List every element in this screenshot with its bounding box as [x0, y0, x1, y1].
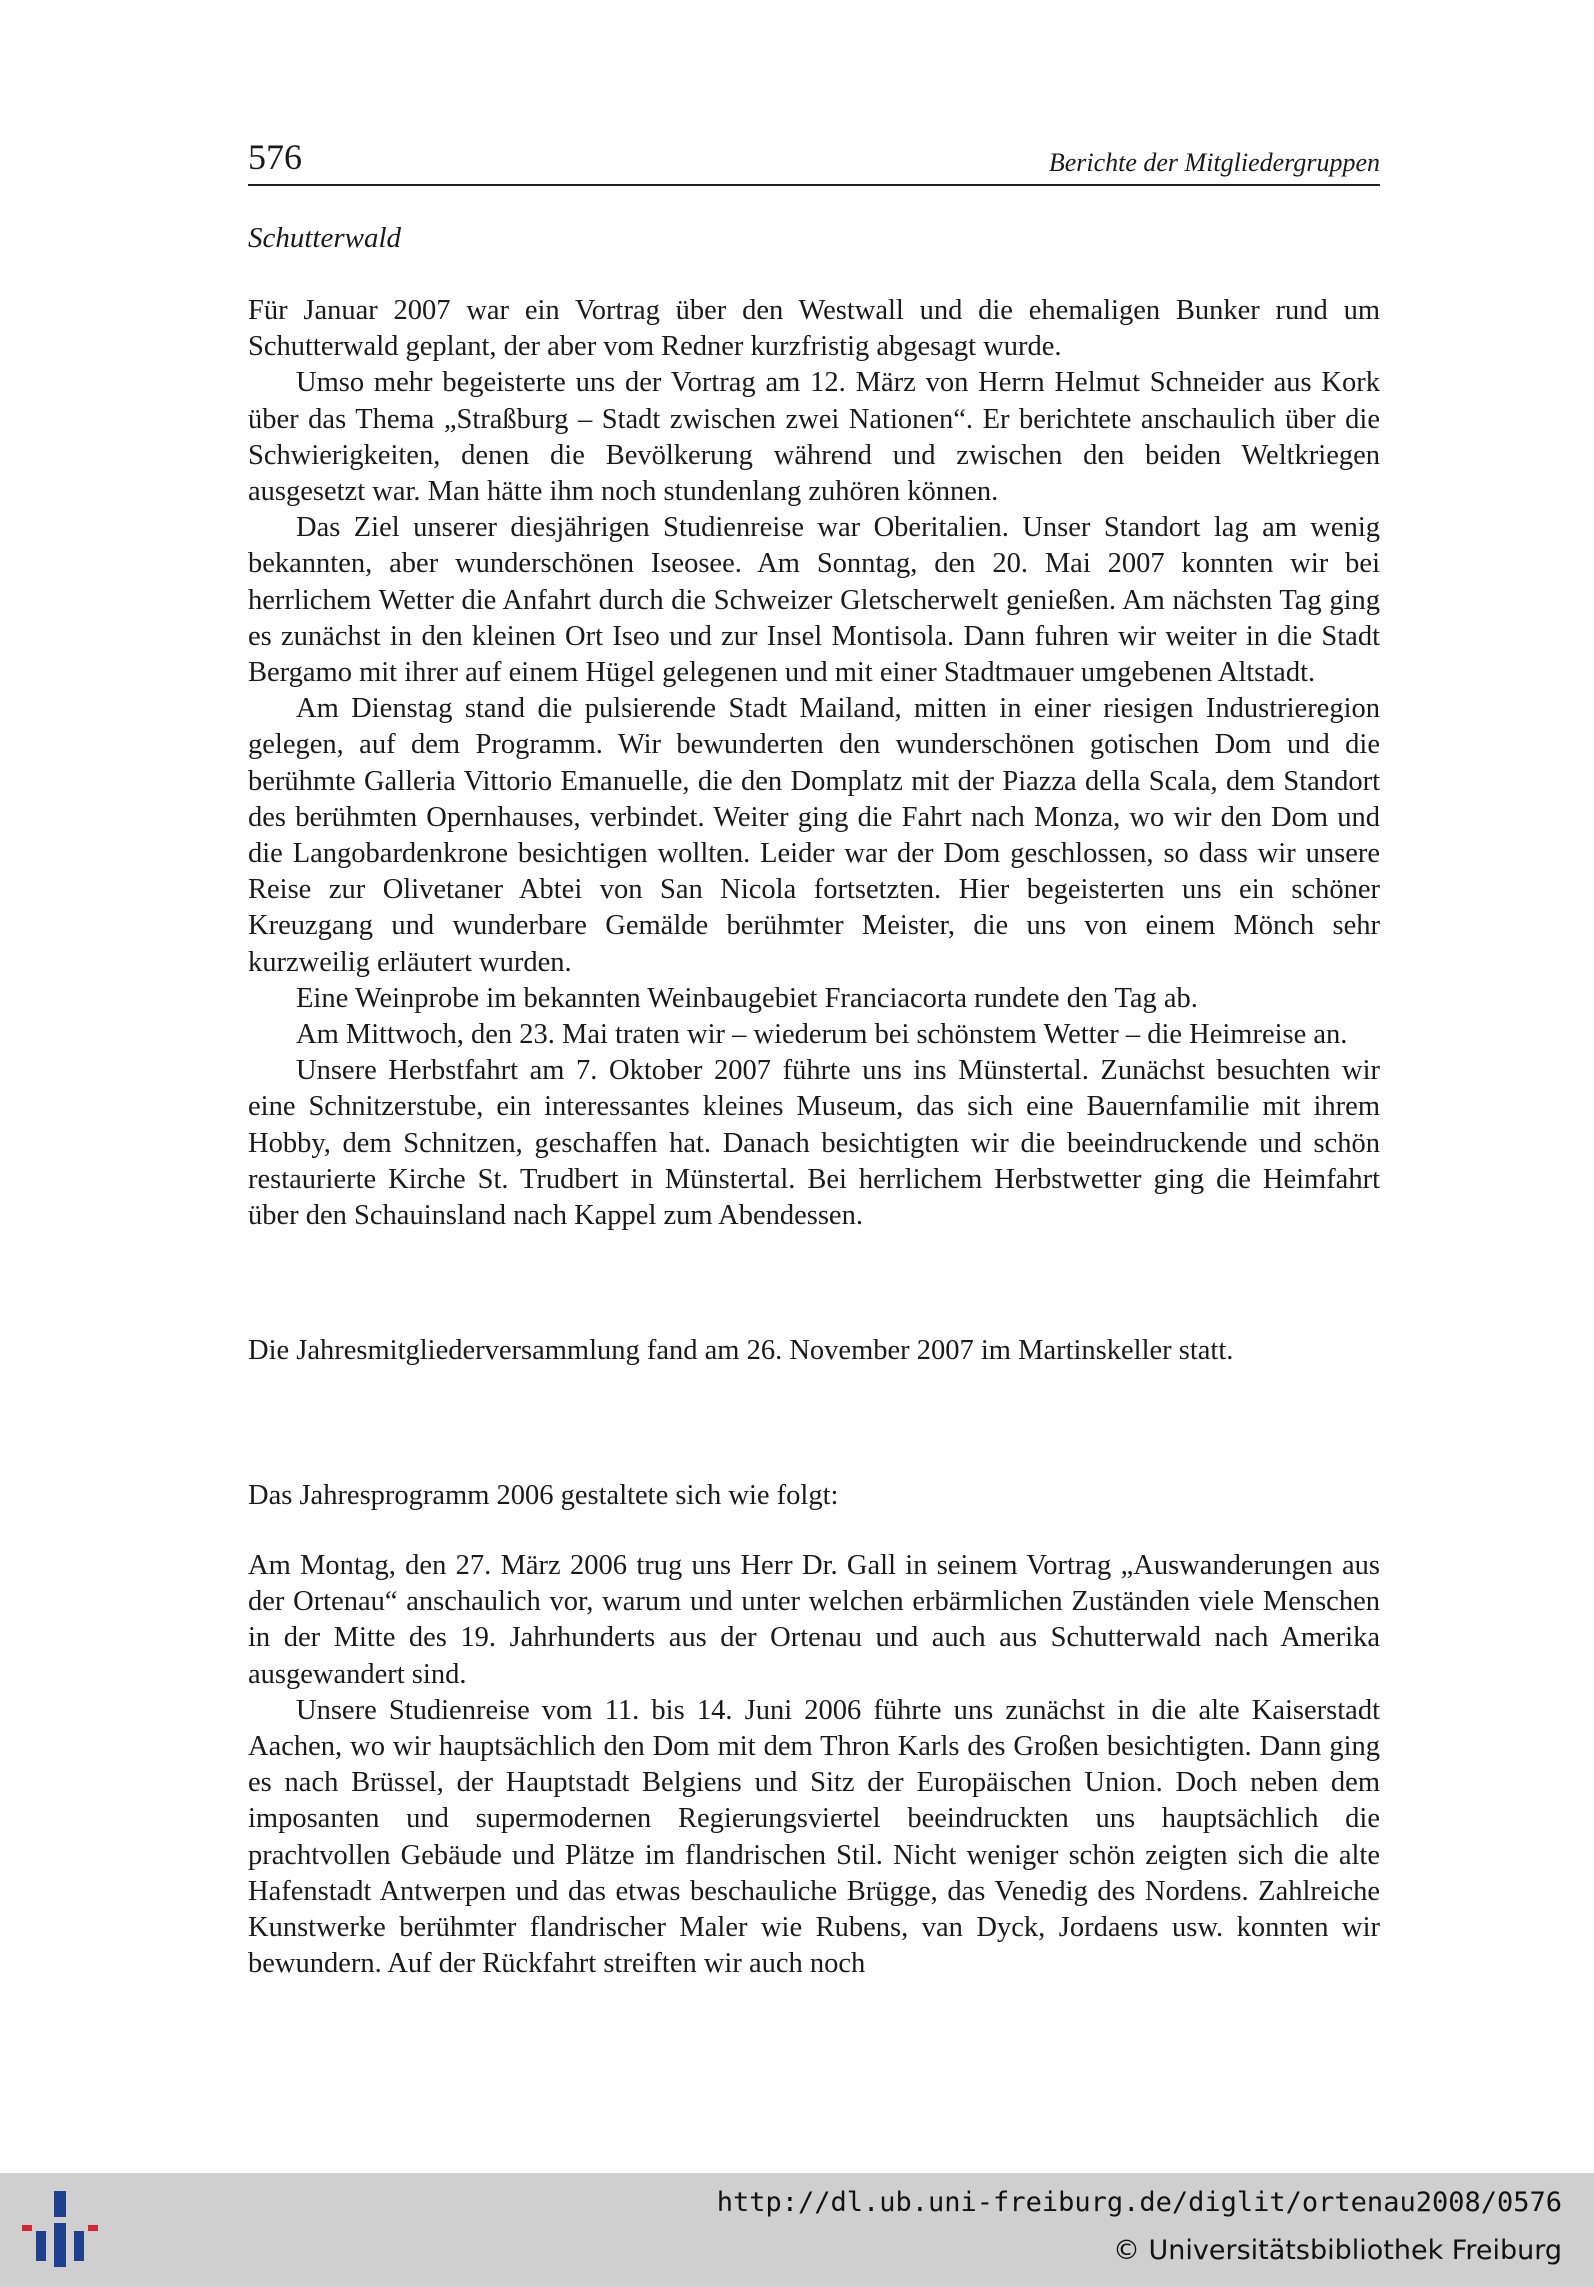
paragraph: Die Jahresmitgliederversammlung fand am 26. November 2007 im Martinskeller statt.	[248, 1335, 1234, 1366]
copyright-notice: © Universitätsbibliothek Freiburg	[1112, 2235, 1562, 2266]
paragraph: Unsere Herbstfahrt am 7. Oktober 2007 führte uns ins Münstertal. Zunächst besuchten wir eine Schnitzerstube, ein interessantes kleines Museum, das sich eine Bauernfamilie mit ihrem Hobby, dem Schnitzen, geschaffen hat. Danach besichtigten wir die beeindruckende und schön restaurierte Kirche St. Trudbert in Münstertal. Bei herrlichem Herbstwetter ging die Heimfahrt über den Schauinsland nach Kappel zum Abendessen.	[248, 1055, 1380, 1232]
running-title: Berichte der Mitgliedergruppen	[1048, 148, 1380, 177]
digital-library-footer	[0, 2173, 1594, 2287]
section-heading: Schutterwald	[248, 222, 402, 254]
document-url-link[interactable]: http://dl.ub.uni-freiburg.de/diglit/ortenau2008/0576	[716, 2187, 1562, 2218]
paragraph: Eine Weinprobe im bekannten Weinbaugebiet Franciacorta rundete den Tag ab.	[296, 982, 1198, 1014]
assembly-note	[248, 1333, 1380, 1369]
paragraph: Am Mittwoch, den 23. Mai traten wir – wiederum bei schönstem Wetter – die Heimreise an.	[296, 1019, 1348, 1051]
paragraph: Das Ziel unserer diesjährigen Studienreise war Oberitalien. Unser Standort lag am wenig bekannten, aber wunderschönen Iseosee. Am Sonntag, den 20. Mai 2007 konnten wir bei herrlichem Wetter die Anfahrt durch die Schweizer Gletscherwelt genießen. Am nächsten Tag ging es zunächst in den kleinen Ort Iseo und zur Insel Montisola. Dann fuhren wir weiter in die Stadt Bergamo mit ihrer auf einem Hügel gelegenen und mit einer Stadtmauer umgebenen Altstadt.	[248, 512, 1380, 689]
paragraph: Unsere Studienreise vom 11. bis 14. Juni 2006 führte uns zunächst in die alte Kaiserstadt Aachen, wo wir hauptsächlich den Dom mit dem Thron Karls des Großen besichtigten. Dann ging es nach Brüssel, der Hauptstadt Belgiens und Sitz der Europäischen Union. Doch neben dem imposanten und supermodernen Regierungsviertel beeindruckten uns hauptsächlich die prachtvollen Gebäude und Plätze im flandrischen Stil. Nicht weniger schön zeigten sich die alte Hafenstadt Antwerpen und das etwas beschauliche Brügge, das Venedig des Nordens. Zahlreiche Kunstwerke berühmter flandrischer Maler wie Rubens, van Dyck, Jordaens usw. konnten wir bewundern. Auf der Rückfahrt streiften wir auch noch	[248, 1694, 1380, 1980]
paragraph: Umso mehr begeisterte uns der Vortrag am 12. März von Herrn Helmut Schneider aus Kork über das Thema „Straßburg – Stadt zwischen zwei Nationen“. Er berichtete anschaulich über die Schwierigkeiten, denen die Bevölkerung während und zwischen den beiden Weltkriegen ausgesetzt war. Man hätte ihm noch stundenlang zuhören können.	[248, 367, 1380, 508]
paragraph: Am Montag, den 27. März 2006 trug uns Herr Dr. Gall in seinem Vortrag „Auswanderungen aus der Ortenau“ anschaulich vor, warum und unter welchen erbärmlichen Zuständen viele Menschen in der Mitte des 19. Jahrhunderts aus der Ortenau und auch aus Schutterwald nach Amerika ausgewandert sind.	[248, 1550, 1380, 1690]
program-intro	[248, 1478, 1380, 1514]
report-2006	[248, 1548, 1380, 1982]
page-number: 576	[248, 137, 302, 177]
paragraph: Am Dienstag stand die pulsierende Stadt Mailand, mitten in einer riesigen Industrieregion gelegen, auf dem Programm. Wir bewunderten den wunderschönen gotischen Dom und die berühmte Galleria Vittorio Emanuelle, die den Domplatz mit der Piazza della Scala, dem Standort des berühmten Opernhauses, verbindet. Weiter ging die Fahrt nach Monza, wo wir den Dom und die Langobardenkrone besichtigen wollten. Leider war der Dom geschlossen, so dass wir unsere Reise zur Olivetaner Abtei von San Nicola fortsetzten. Hier begeisterten uns ein schöner Kreuzgang und wunderbare Gemälde berühmter Meister, die uns von einem Mönch sehr kurzweilig erläutert wurden.	[248, 693, 1380, 978]
paragraph: Das Jahresprogramm 2006 gestaltete sich wie folgt:	[248, 1480, 839, 1511]
ub-freiburg-logo-icon	[22, 2191, 98, 2267]
report-2007	[248, 293, 1380, 1234]
paragraph: Für Januar 2007 war ein Vortrag über den Westwall und die ehemaligen Bunker rund um Schutterwald geplant, der aber vom Redner kurzfristig abgesagt wurde.	[248, 295, 1380, 363]
page-header	[248, 136, 1380, 186]
